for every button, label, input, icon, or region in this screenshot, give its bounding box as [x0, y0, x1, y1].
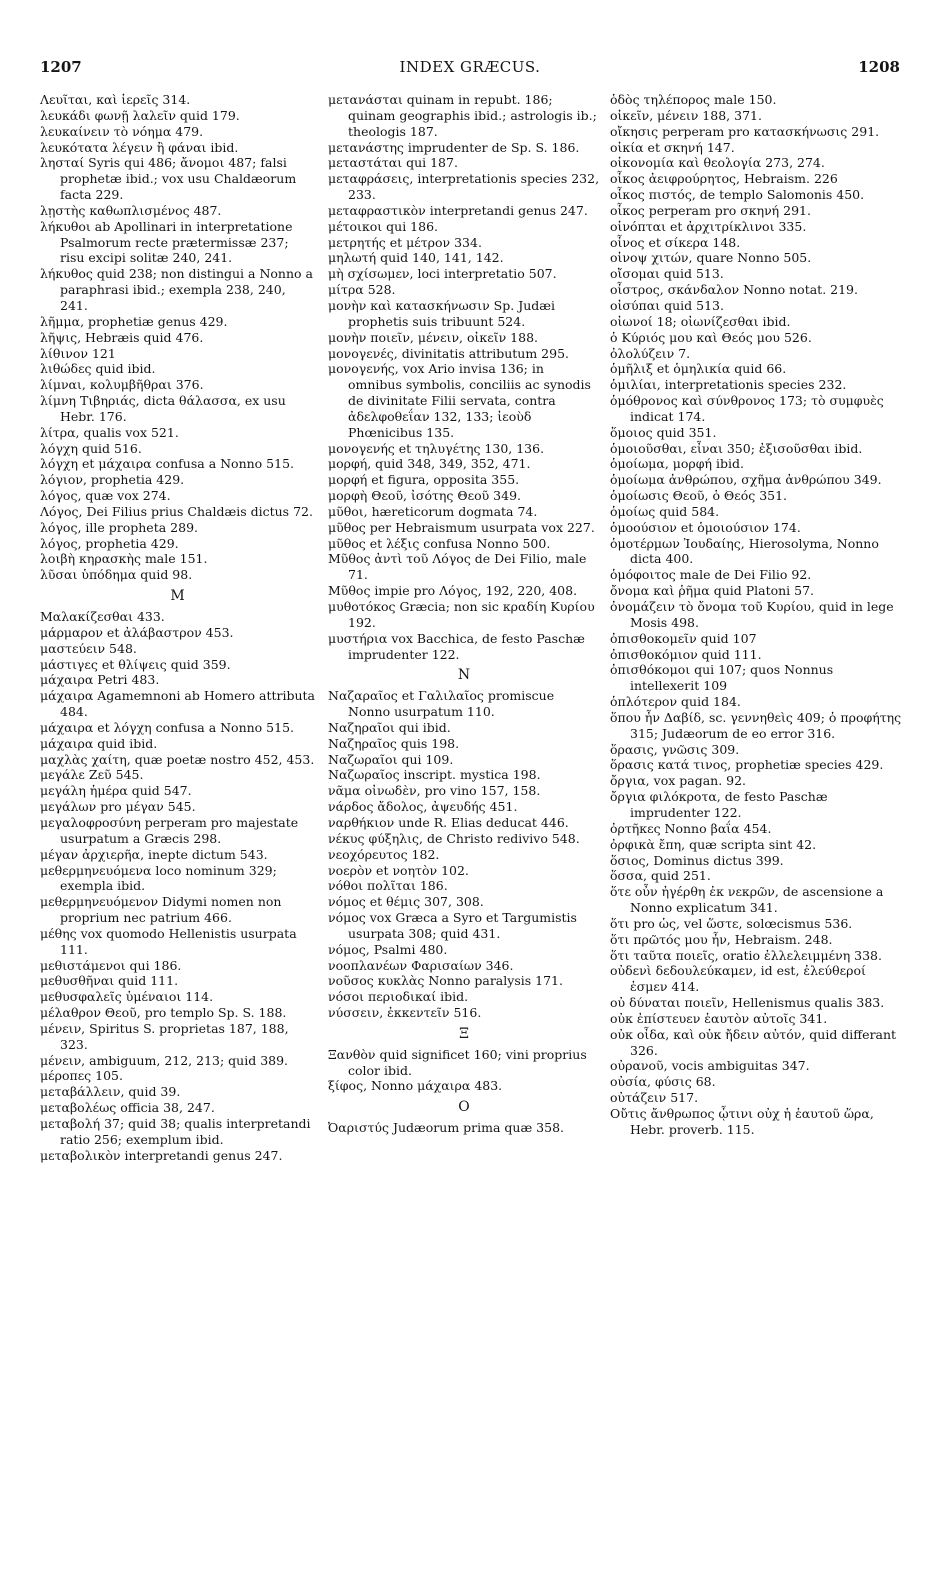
index-entry: ὁμοίως quid 584. — [610, 503, 720, 519]
index-entry: οὐ δύναται ποιεῖν, Hellenismus qualis 383. — [610, 995, 885, 1011]
index-entry: μῦθος et λέξις confusa Nonno 500. — [328, 535, 551, 551]
index-entry: ὀπισθοκόμιον quid 111. — [610, 646, 762, 662]
index-entry: μέροπες 105. — [40, 1068, 123, 1084]
index-entry: μονὴν καὶ κατασκήνωσιν Sp. Judæi prophetis suis tribuunt 524. — [328, 297, 556, 329]
index-entry: ὅτι πρῶτός μου ἦν, Hebraism. 248. — [610, 931, 833, 947]
index-entry: ὄνομα καὶ ῥῆμα quid Platoni 57. — [610, 583, 815, 599]
index-entry: ὅτε οὖν ἠγέρθη ἐκ νεκρῶν, de ascensione a Nonno explicatum 341. — [610, 884, 884, 916]
index-entry: μεθερμηνευόμενα loco nominum 329; exempla ibid. — [40, 862, 277, 894]
index-entry: μετανάστης imprudenter de Sp. S. 186. — [328, 139, 580, 155]
index-entry: μάχαιρα quid ibid. — [40, 735, 158, 751]
index-entry: οἰκία et σκηνή 147. — [610, 139, 735, 155]
index-entry: Λόγος, Dei Filius prius Chaldæis dictus 72. — [40, 503, 313, 519]
index-entry: οἴσομαι quid 513. — [610, 266, 724, 282]
index-entry: μεταφράσεις, interpretationis species 232, 233. — [328, 171, 600, 203]
index-entry: ὁμόθρονος καὶ σύνθρονος 173; τὸ συμφυὲς indicat 174. — [610, 393, 884, 424]
index-entry: ναρθήκιον unde R. Elias deducat 446. — [328, 814, 569, 830]
index-entry: μεθερμηνευόμενον Didymi nomen non proprium nec patrium 466. — [40, 894, 282, 926]
index-entry: Οὔτις ἄνθρωπος ᾧτινι οὐχ ἡ ἑαυτοῦ ὥρα, Hebr. proverb. 115. — [610, 1106, 874, 1137]
index-entry: οὐκ οἶδα, καὶ οὐκ ἤδειν αὐτόν, quid differant 326. — [610, 1026, 897, 1058]
index-entry: λησταί Syris qui 486; ἄνομοι 487; falsi prophetæ ibid.; vox usu Chaldæorum facta 229. — [40, 155, 297, 203]
index-entry: μεταβολέως officia 38, 247. — [40, 1100, 215, 1116]
index-entry: Μῦθος impie pro Λόγος, 192, 220, 408. — [328, 583, 578, 599]
index-entry: οὐρανοῦ, vocis ambiguitas 347. — [610, 1058, 810, 1074]
index-entry: λίμνη Τιβηριάς, dicta θάλασσα, ex usu Hebr. 176. — [40, 393, 286, 424]
index-entry: μεταφραστικὸν interpretandi genus 247. — [328, 202, 588, 218]
index-entry: λοιβὴ κηρασκὴς male 151. — [40, 551, 208, 567]
index-entry: ὀπισθοκομεῖν quid 107 — [610, 630, 757, 646]
index-entry: Ὀαριστύς Judæorum prima quæ 358. — [328, 1120, 565, 1136]
index-entry: μονογενής, vox Ario invisa 136; in omnibus symbolis, conciliis ac synodis de divinitate Filii servata, contra ἀδελφοθεΐαν 132, 133; ἰεοὺδ Phœnicibus 135. — [328, 361, 591, 440]
index-entry: ὅσιος, Dominus dictus 399. — [610, 852, 784, 868]
index-entry: μεγάλων pro μέγαν 545. — [40, 799, 196, 815]
index-entry: λευκότατα λέγειν ἢ φάναι ibid. — [40, 139, 239, 155]
index-entry: ὁμόφοιτος male de Dei Filio 92. — [610, 567, 812, 583]
index-entry: λευκαίνειν τὸ νόημα 479. — [40, 123, 204, 139]
index-entry: Ναζηραῖοι qui ibid. — [328, 719, 451, 735]
index-entry: μυστήρια vox Bacchica, de festo Paschæ imprudenter 122. — [328, 630, 585, 662]
index-entry: Ναζωραῖοι qui 109. — [328, 751, 454, 767]
index-entry: μάρμαρον et ἀλάβαστρον 453. — [40, 624, 234, 640]
running-title: INDEX GRÆCUS. — [399, 58, 541, 76]
index-entry: οἰνοψ χιτών, quare Nonno 505. — [610, 250, 812, 266]
index-entry: λόγος, quæ vox 274. — [40, 488, 171, 504]
index-entry: μέτοικοι qui 186. — [328, 218, 439, 234]
page-number-left: 1207 — [40, 58, 82, 76]
index-entry: Ναζαραῖος et Γαλιλαῖος promiscue Nonno usurpatum 110. — [328, 688, 555, 720]
index-entry: μῦθοι, hæreticorum dogmata 74. — [328, 503, 538, 519]
index-entry: μεθυσφαλεῖς ὑμέναιοι 114. — [40, 989, 214, 1005]
index-entry: νόμος, Psalmi 480. — [328, 941, 448, 957]
index-entry: ὁδὸς τηλέπορος male 150. — [610, 92, 777, 107]
index-entry: νύσσειν, ἐκκεντεῖν 516. — [328, 1005, 482, 1021]
index-entry: λῆμμα, prophetiæ genus 429. — [40, 313, 228, 329]
index-entry: μεταστάται qui 187. — [328, 155, 458, 171]
index-entry: οὐδενὶ δεδουλεύκαμεν, id est, ἐλεύθεροί ἐσμεν 414. — [610, 963, 866, 995]
index-entry: οἶκος ἀειφρούρητος, Hebraism. 226 — [610, 171, 838, 187]
index-entry: λόγος, ille propheta 289. — [40, 519, 198, 535]
index-entry: μεγάλη ἡμέρα quid 547. — [40, 783, 192, 799]
section-letter: Ξ — [459, 1025, 469, 1042]
page-header — [40, 58, 900, 84]
index-entry: οἴκησις perperam pro κατασκήνωσις 291. — [610, 123, 880, 139]
index-entry: οἰσύπαι quid 513. — [610, 297, 724, 313]
index-entry: μορφή et figura, opposita 355. — [328, 472, 520, 488]
index-entry: οὐσία, φύσις 68. — [610, 1074, 716, 1090]
index-entry: μάχαιρα et λόγχη confusa a Nonno 515. — [40, 719, 295, 735]
index-entry: μηλωτή quid 140, 141, 142. — [328, 250, 504, 266]
index-entry: ὁμοτέρμων Ἰουδαίης, Hierosolyma, Nonno dicta 400. — [610, 535, 879, 567]
index-entry: λόγχη quid 516. — [40, 440, 142, 456]
index-entry: οἶνος et σίκερα 148. — [610, 234, 741, 250]
index-column-2 — [328, 92, 600, 1136]
index-column-3 — [610, 92, 902, 1138]
index-entry: μίτρα 528. — [328, 282, 396, 298]
index-entry: ξίφος, Nonno μάχαιρα 483. — [328, 1078, 503, 1094]
index-entry: οὐτάζειν 517. — [610, 1090, 699, 1106]
index-entry: μετανάσται quinam in repubt. 186; quinam geographis ibid.; astrologis ib.; theologis 187. — [328, 92, 597, 139]
index-entry: μεγάλε Ζεῦ 545. — [40, 767, 144, 783]
index-entry: νόμος et θέμις 307, 308. — [328, 894, 484, 910]
index-entry: ὁμοίωσις Θεοῦ, ὁ Θεός 351. — [610, 488, 788, 504]
index-entry: οἶκος πιστός, de templo Salomonis 450. — [610, 187, 865, 203]
index-entry: μεταβολή 37; quid 38; qualis interpretandi ratio 256; exemplum ibid. — [40, 1116, 311, 1147]
index-entry: λίθινον 121 — [40, 345, 116, 361]
index-entry: μαστεύειν 548. — [40, 640, 137, 656]
index-entry: ὅτι ταῦτα ποιεῖς, oratio ἐλλελειμμένη 338. — [610, 947, 882, 963]
index-entry: λήκυθος quid 238; non distingui a Nonno a paraphrasi ibid.; exempla 238, 240, 241. — [40, 266, 313, 313]
index-entry: μέθης vox quomodo Hellenistis usurpata 111. — [40, 925, 297, 957]
index-entry: λευκάδι φωνῇ λαλεῖν quid 179. — [40, 107, 240, 123]
index-entry: Λευῖται, καὶ ἱερεῖς 314. — [40, 92, 191, 107]
index-entry: ὁπλότερον quid 184. — [610, 694, 741, 710]
index-column-1 — [40, 92, 315, 1164]
index-entry: λῦσαι ὑπόδημα quid 98. — [40, 567, 193, 583]
index-entry: οἰνόπται et ἀρχιτρίκλινοι 335. — [610, 218, 807, 234]
index-entry: Ναζηραῖος quis 198. — [328, 735, 460, 751]
index-entry: μάστιγες et θλίψεις quid 359. — [40, 656, 231, 672]
index-entry: νάρδος ἄδολος, ἀψευδής 451. — [328, 799, 518, 815]
index-entry: νόθοι πολῖται 186. — [328, 878, 448, 894]
index-entry: νόσοι περιοδικαί ibid. — [328, 989, 469, 1005]
index-entry: οἰωνοί 18; οἰωνίζεσθαι ibid. — [610, 313, 791, 329]
index-entry: μεθυσθῆναι quid 111. — [40, 973, 179, 989]
index-entry: ὅρασις, γνῶσις 309. — [610, 741, 740, 757]
index-entry: ὁμοίωμα, μορφή ibid. — [610, 456, 744, 472]
index-entry: μάχαιρα Petri 483. — [40, 672, 160, 688]
index-entry: λῆψις, Hebræis quid 476. — [40, 329, 204, 345]
index-entry: ὅπου ἦν Δαβίδ, sc. γεννηθεὶς 409; ὁ προφήτης 315; Judæorum de eo error 316. — [610, 709, 902, 741]
index-entry: νέκυς φύξηλις, de Christo redivivo 548. — [328, 830, 580, 846]
index-entry: ὀλολύζειν 7. — [610, 345, 691, 361]
index-entry: νοοπλανέων Φαρισαίων 346. — [328, 957, 514, 973]
index-entry: ὀνομάζειν τὸ ὄνομα τοῦ Κυρίου, quid in lege Mosis 498. — [610, 599, 894, 630]
section-letter: M — [170, 588, 185, 605]
index-entry: οἰκεῖν, μένειν 188, 371. — [610, 107, 762, 123]
index-entry: λόγος, prophetia 429. — [40, 535, 179, 551]
index-entry: λιθώδες quid ibid. — [40, 361, 156, 377]
index-entry: μονογενές, divinitatis attributum 295. — [328, 345, 569, 361]
index-entry: μορφή, quid 348, 349, 352, 471. — [328, 456, 531, 472]
page-number-right: 1208 — [858, 58, 900, 76]
index-entry: μονογενής et τηλυγέτης 130, 136. — [328, 440, 545, 456]
index-entry: λίμναι, κολυμβῆθραι 376. — [40, 377, 204, 393]
index-entry: μένειν, Spiritus S. proprietas 187, 188, 323. — [40, 1020, 289, 1052]
index-entry: λόγχη et μάχαιρα confusa a Nonno 515. — [40, 456, 295, 472]
index-entry: Μαλακίζεσθαι 433. — [40, 609, 165, 624]
index-entry: ὀπισθόκομοι qui 107; quos Nonnus intellexerit 109 — [610, 662, 834, 694]
index-entry: Μῦθος ἀντὶ τοῦ Λόγος de Dei Filio, male 71. — [328, 551, 587, 583]
index-entry: ὅρασις κατά τινος, prophetiæ species 429. — [610, 757, 884, 773]
section-letter: N — [457, 667, 471, 684]
index-entry: ὁμοούσιον et ὁμοιούσιον 174. — [610, 519, 801, 535]
index-entry: μαχλὰς χαίτη, quæ poetæ nostro 452, 453. — [40, 751, 315, 767]
index-entry: μεγαλοφροσύνη perperam pro majestate usurpatum a Græcis 298. — [40, 814, 299, 846]
index-entry: μὴ σχίσωμεν, loci interpretatio 507. — [328, 266, 557, 282]
index-entry: νοερὸν et νοητὸν 102. — [328, 862, 469, 878]
index-entry: μονὴν ποιεῖν, μένειν, οἰκεῖν 188. — [328, 329, 539, 345]
index-entry: ὅτι pro ὡς, vel ὥστε, solœcismus 536. — [610, 915, 853, 931]
index-entry: μεταβάλλειν, quid 39. — [40, 1084, 181, 1100]
index-entry: λίτρα, qualis vox 521. — [40, 424, 179, 440]
index-entry: νοῦσος κυκλὰς Nonno paralysis 171. — [328, 973, 563, 989]
index-entry: Ναζωραῖος inscript. mystica 198. — [328, 767, 541, 783]
index-entry: μετρητής et μέτρον 334. — [328, 234, 482, 250]
index-entry: ὁμιλίαι, interpretationis species 232. — [610, 377, 847, 393]
index-entry: ὁμοίωμα ἀνθρώπου, σχῆμα ἀνθρώπου 349. — [610, 472, 882, 488]
index-entry: νεοχόρευτος 182. — [328, 846, 440, 862]
index-entry: ὄργια φιλόκροτα, de festo Paschæ imprudenter 122. — [610, 789, 828, 820]
index-entry: οἶστρος, σκάνδαλον Nonno notat. 219. — [610, 282, 858, 298]
index-entry: ὄργια, vox pagan. 92. — [610, 773, 747, 789]
index-entry: λήκυθοι ab Apollinari in interpretatione Psalmorum recte prætermissæ 237; risu excipi solitæ 240, 241. — [40, 218, 293, 266]
index-entry: νόμος vox Græca a Syro et Targumistis usurpata 308; quid 431. — [328, 910, 577, 941]
index-entry: οἶκος perperam pro σκηνή 291. — [610, 202, 811, 218]
index-entry: λόγιον, prophetia 429. — [40, 472, 185, 488]
index-entry: ὀρφικὰ ἔπη, quæ scripta sint 42. — [610, 836, 817, 852]
index-entry: ὅμοιος quid 351. — [610, 424, 717, 440]
index-entry: Ξανθὸν quid significet 160; vini proprius color ibid. — [328, 1046, 587, 1078]
index-entry: νᾶμα οἰνωδὲν, pro vino 157, 158. — [328, 783, 541, 799]
index-entry: μυθοτόκος Græcia; non sic κραδίη Κυρίου 192. — [328, 599, 595, 630]
index-entry: λῃστὴς καθωπλισμένος 487. — [40, 202, 222, 218]
index-entry: μορφὴ Θεοῦ, ἰσότης Θεοῦ 349. — [328, 488, 521, 504]
index-entry: μῦθος per Hebraismum usurpata vox 227. — [328, 519, 595, 535]
index-entry: οὐκ ἐπίστευεν ἑαυτὸν αὐτοῖς 341. — [610, 1010, 828, 1026]
section-letter: O — [458, 1099, 470, 1116]
index-entry: μέγαν ἀρχιερῆα, inepte dictum 543. — [40, 846, 268, 862]
index-entry: ὁ Κύριός μου καὶ Θεός μου 526. — [610, 329, 812, 345]
index-entry: μένειν, ambiguum, 212, 213; quid 389. — [40, 1052, 289, 1068]
index-entry: ὀρτῆκες Nonno βαΐα 454. — [610, 820, 772, 836]
index-entry: μάχαιρα Agamemnoni ab Homero attributa 484. — [40, 688, 316, 720]
index-entry: μεταβολικὸν interpretandi genus 247. — [40, 1147, 283, 1163]
index-entry: ὅσσα, quid 251. — [610, 868, 711, 884]
index-entry: ὁμοιοῦσθαι, εἶναι 350; ἐξισοῦσθαι ibid. — [610, 440, 863, 456]
index-entry: οἰκονομία καὶ θεολογία 273, 274. — [610, 155, 825, 171]
index-entry: ὁμῆλιξ et ὁμηλικία quid 66. — [610, 361, 787, 377]
index-entry: μέλαθρον Θεοῦ, pro templo Sp. S. 188. — [40, 1005, 287, 1021]
index-entry: μεθιστάμενοι qui 186. — [40, 957, 182, 973]
